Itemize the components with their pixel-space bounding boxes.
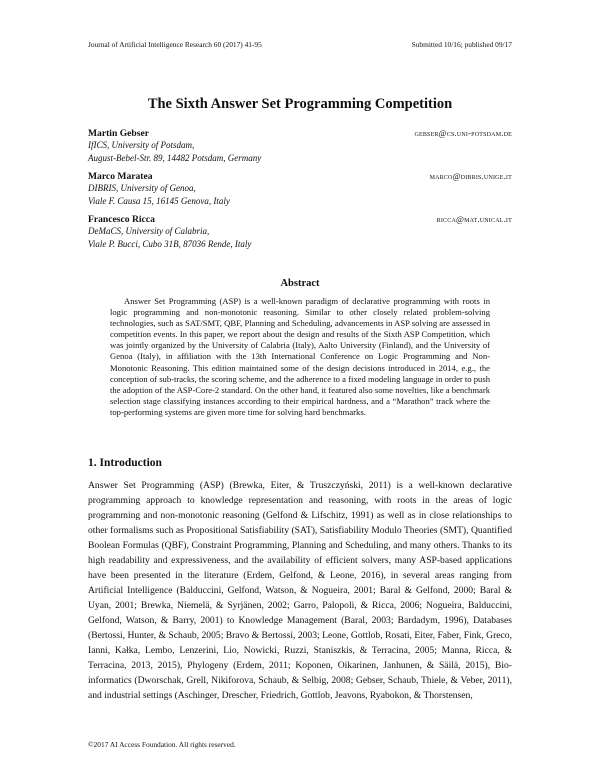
author-block (88, 128, 512, 164)
author-block (88, 171, 512, 207)
running-header (88, 40, 512, 49)
author-email: gebser@cs.uni-potsdam.de (414, 128, 512, 138)
author-affiliation-line: DeMaCS, University of Calabria, (88, 226, 210, 236)
introduction-paragraph: Answer Set Programming (ASP) (Brewka, Eiter, & Truszczyński, 2011) is a well-known declarative programming approach to knowledge representation and reasoning, with roots in the areas of logic programming and non-monotonic reasoning (Gelfond & Lifschitz, 1991) as well as in close relationships to other formalisms such as Propositional Satisfiability (SAT), Satisfiability Modulo Theories (SMT), Quantified Boolean Formulas (QBF), Constraint Programming, Planning and Scheduling, and many others. Thanks to its high readability and expressiveness, and the availability of efficient solvers, many ASP-based applications have been presented in the literature (Erdem, Gelfond, & Leone, 2016), in several areas ranging from Artificial Intelligence (Balduccini, Gelfond, Watson, & Nogueira, 2001; Baral & Gelfond, 2000; Baral & Uyan, 2001; Brewka, Niemelä, & Syrjänen, 2002; Garro, Palopoli, & Ricca, 2006; Nogueira, Balduccini, Gelfond, Watson, & Barry, 2001) to Knowledge Management (Baral, 2003; Bardadym, 1996), Databases (Bertossi, Hunter, & Schaub, 2005; Bravo & Bertossi, 2003; Leone, Gottlob, Rosati, Eiter, Faber, Fink, Greco, Ianni, Kałka, Lembo, Lenzerini, Lio, Nowicki, Ruzzi, Staniszkis, & Terracina, 2005; Manna, Ricca, & Terracina, 2013, 2015), Phylogeny (Erdem, 2011; Koponen, Oikarinen, Janhunen, & Säilä, 2015), Bio-informatics (Dworschak, Grell, Nikiforova, Schaub, & Selbig, 2008; Gebser, Schaub, Thiele, & Veber, 2011), and industrial settings (Aschinger, Drescher, Friedrich, Gottlob, Jeavons, Ryabokon, & Thorstensen, (88, 480, 512, 701)
paper-title: The Sixth Answer Set Programming Competition (147, 96, 453, 112)
author-name: Martin Gebser (88, 128, 150, 139)
author-affiliation-line: DIBRIS, University of Genoa, (88, 183, 196, 193)
author-affiliation-line: IfICS, University of Potsdam, (88, 140, 195, 150)
journal-citation: Journal of Artificial Intelligence Research 60 (2017) 41-95 (88, 40, 262, 49)
author-address-line: August-Bebel-Str. 89, 14482 Potsdam, Germany (88, 152, 262, 163)
author-block (88, 214, 512, 250)
abstract-heading: Abstract (280, 278, 320, 289)
abstract-text: Answer Set Programming (ASP) is a well-known paradigm of declarative programming with roots in logic programming and non-monotonic reasoning. Similar to other closely related problem-solving technologies, such as SAT/SMT, QBF, Planning and Scheduling, advancements in ASP solving are assessed in competition events. In this paper, we report about the design and results of the Sixth ASP Competition, which was jointly organized by the University of Calabria (Italy), Aalto University (Finland), and the University of Genoa (Italy), in affiliation with the 13th International Conference on Logic Programming and Non-Monotonic Reasoning. This edition maintained some of the design decisions introduced in 2014, e.g., the conception of sub-tracks, the scoring scheme, and the adherence to a fixed modeling language in order to push the adoption of the ASP-Core-2 standard. On the other hand, it featured also some novelties, like a benchmark selection stage classifying instances according to their empirical hardness, and a “Marathon” track where the top-performing systems are given more time for solving hard benchmarks. (110, 296, 490, 417)
author-address-line: Viale F. Causa 15, 16145 Genova, Italy (88, 195, 230, 206)
author-name: Marco Maratea (88, 171, 153, 182)
copyright-footer: ©2017 AI Access Foundation. All rights reserved. (88, 740, 236, 749)
author-name: Francesco Ricca (88, 214, 155, 225)
author-email: ricca@mat.unical.it (436, 214, 512, 224)
submission-dates: Submitted 10/16; published 09/17 (411, 40, 512, 49)
section-heading-introduction: 1. Introduction (88, 457, 162, 469)
author-address-line: Viale P. Bucci, Cubo 31B, 87036 Rende, Italy (88, 238, 252, 249)
author-email: marco@dibris.unige.it (429, 171, 512, 181)
